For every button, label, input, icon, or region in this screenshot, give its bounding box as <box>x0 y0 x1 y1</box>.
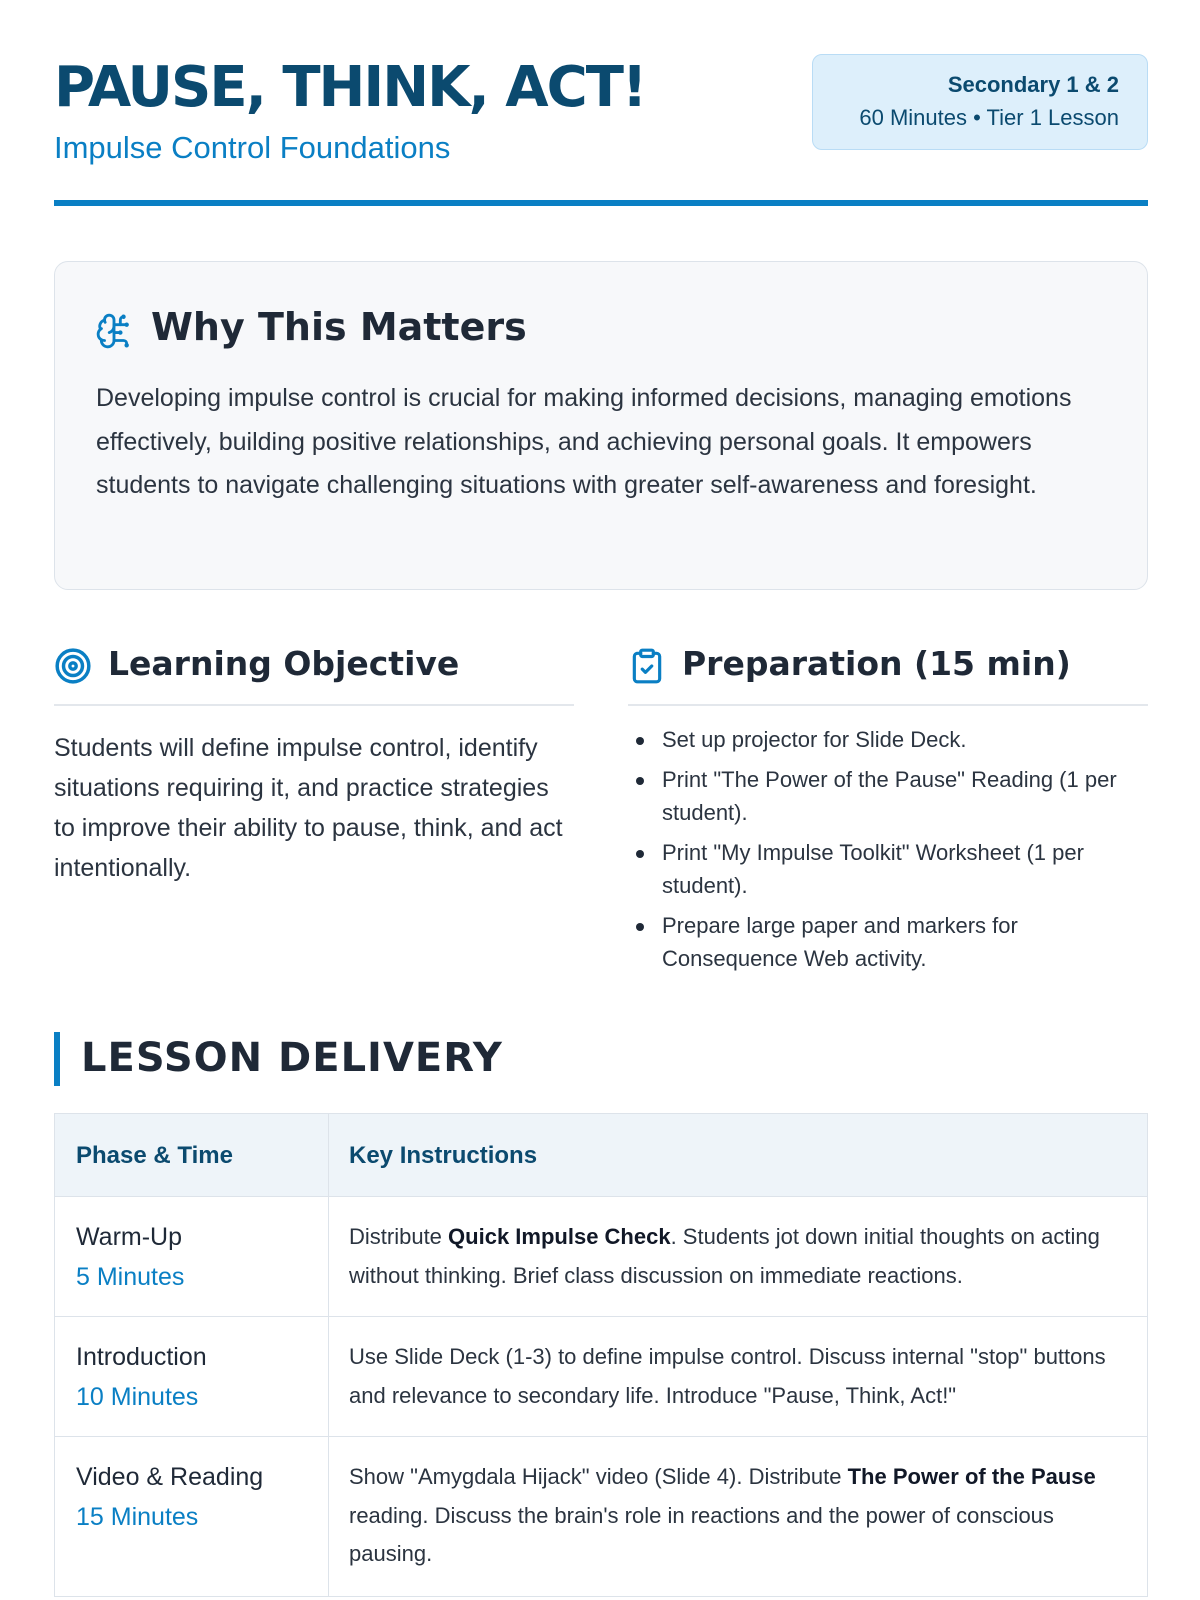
header-divider <box>54 200 1148 206</box>
list-item: Print "The Power of the Pause" Reading (1 per student). <box>628 763 1148 830</box>
learning-objective-text: Students will define impulse control, identify situations requiring it, and practice strategies to improve their ability to pause, think, and act intentionally. <box>54 734 563 882</box>
badge-details: 60 Minutes • Tier 1 Lesson <box>859 105 1119 130</box>
instructions-segment: Use Slide Deck (1-3) to define impulse control. Discuss internal "stop" buttons and relevance to secondary life. Introduce "Pause, Think, Act!" <box>349 1344 1106 1408</box>
list-item: Prepare large paper and markers for Consequence Web activity. <box>628 909 1148 976</box>
instructions-segment: Show "Amygdala Hijack" video (Slide 4). Distribute <box>349 1464 848 1489</box>
table-row <box>55 1317 1147 1437</box>
why-this-matters-text: Developing impulse control is crucial for making informed decisions, managing emotions effectively, building positive relationships, and achieving personal goals. It empowers students to navigate challenging situations with greater self-awareness and foresight. <box>96 384 1072 499</box>
instructions-text <box>349 1197 1127 1295</box>
preparation-header <box>628 645 1148 706</box>
badge-level: Secondary 1 & 2 <box>947 72 1119 97</box>
instructions-text <box>349 1317 1127 1415</box>
list-item: Set up projector for Slide Deck. <box>628 723 1148 757</box>
instructions-segment: Distribute <box>349 1224 449 1249</box>
brain-icon <box>95 312 133 350</box>
preparation-heading: Preparation (15 min) <box>682 644 1071 683</box>
phase-time: 10 Minutes <box>76 1383 199 1411</box>
phase-name: Video & Reading <box>76 1463 264 1491</box>
lesson-delivery-heading: LESSON DELIVERY <box>81 1035 503 1081</box>
table-row <box>55 1437 1147 1597</box>
phase-cell <box>55 1317 329 1436</box>
lesson-header <box>54 52 1148 208</box>
phase-cell <box>55 1197 329 1316</box>
learning-objective-heading: Learning Objective <box>108 644 460 683</box>
why-this-matters-card <box>54 261 1148 590</box>
table-row <box>55 1197 1147 1317</box>
why-this-matters-heading: Why This Matters <box>151 305 527 349</box>
lesson-delivery-table <box>54 1113 1148 1597</box>
preparation-list <box>628 723 1148 976</box>
phase-time: 5 Minutes <box>76 1263 185 1291</box>
clipboard-check-icon <box>628 647 666 685</box>
learning-objective-section <box>54 645 574 888</box>
page-title: PAUSE, THINK, ACT! <box>54 55 646 120</box>
instructions-segment: reading. Discuss the brain's role in reactions and the power of conscious pausing. <box>349 1502 1054 1566</box>
target-icon <box>54 647 92 685</box>
phase-time: 15 Minutes <box>76 1503 199 1531</box>
table-header-row <box>55 1114 1147 1197</box>
phase-cell <box>55 1437 329 1596</box>
instructions-bold-segment: The Power of the Pause <box>847 1464 1096 1489</box>
instructions-cell <box>329 1317 1147 1436</box>
column-header-phase: Phase & Time <box>55 1114 329 1196</box>
column-header-instructions: Key Instructions <box>349 1142 538 1169</box>
section-accent-bar <box>54 1032 60 1086</box>
phase-name: Introduction <box>76 1343 207 1371</box>
learning-objective-header <box>54 645 574 706</box>
instructions-segment: . Students jot down initial thoughts on acting without thinking. Brief class discussion on immediate reactions. <box>349 1224 1100 1288</box>
lesson-info-badge <box>812 54 1148 150</box>
phase-name: Warm-Up <box>76 1223 183 1251</box>
instructions-cell <box>329 1197 1147 1316</box>
preparation-section <box>628 645 1148 982</box>
list-item: Print "My Impulse Toolkit" Worksheet (1 per student). <box>628 836 1148 903</box>
page-subtitle: Impulse Control Foundations <box>54 130 451 165</box>
instructions-text <box>349 1437 1127 1574</box>
instructions-bold-segment: Quick Impulse Check <box>448 1224 671 1249</box>
instructions-cell <box>329 1437 1147 1596</box>
